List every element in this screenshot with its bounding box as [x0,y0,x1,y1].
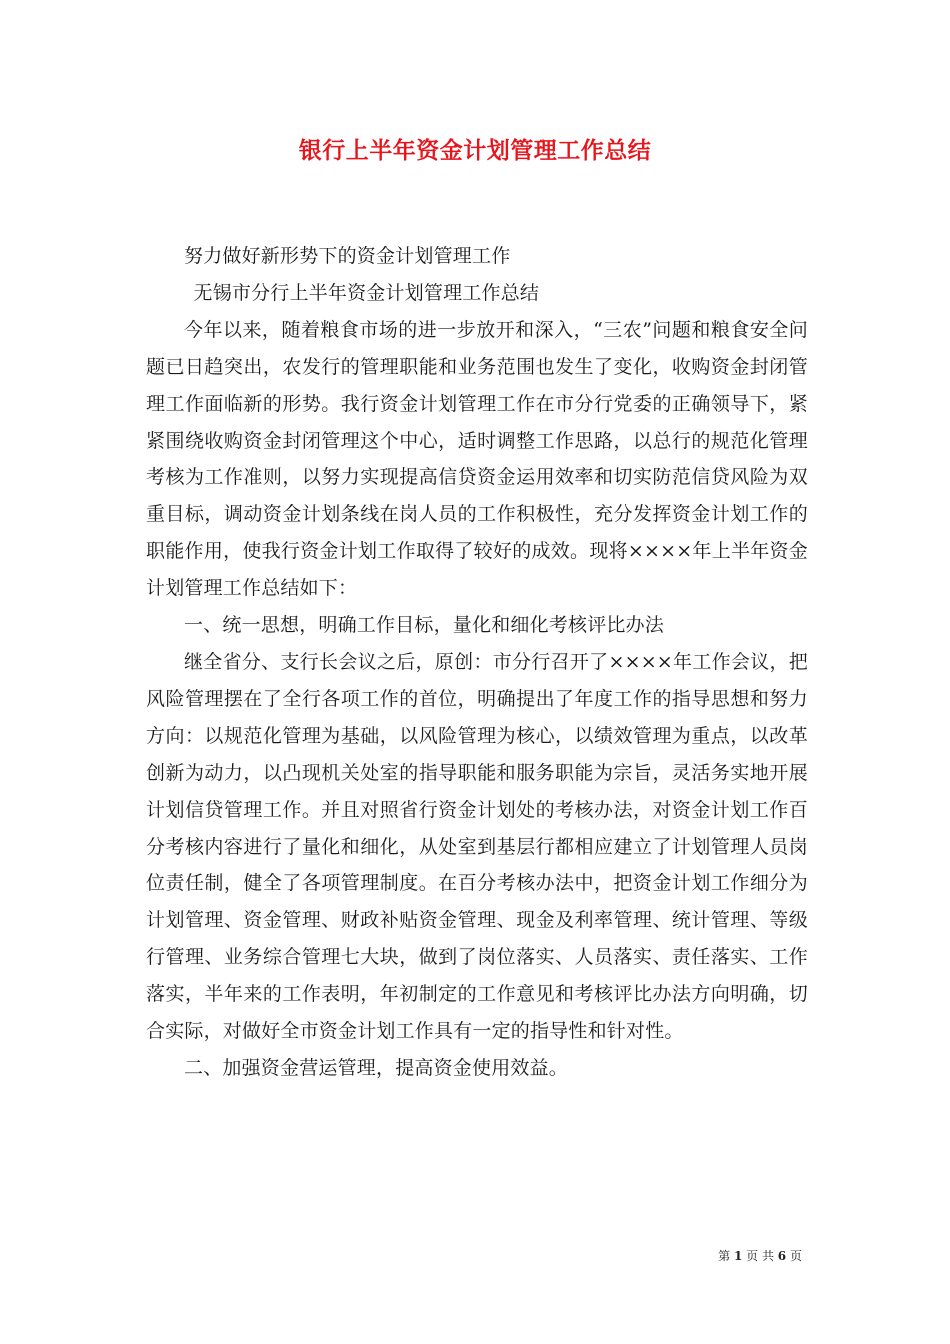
paragraph-intro: 今年以来，随着粮食市场的进一步放开和深入，“三农”问题和粮食安全问题已日趋突出，农发行的管理职能和业务范围也发生了变化，收购资金封闭管理工作面临新的形势。我行资金计划管理工作在市分行党委的正确领导下，紧紧围绕收购资金封闭管理这个中心，适时调整工作思路，以总行的规范化管理考核为工作准则，以努力实现提高信贷资金运用效率和切实防范信贷风险为双重目标，调动资金计划条线在岗人员的工作积极性，充分发挥资金计划工作的职能作用，使我行资金计划工作取得了较好的成效。现将××××年上半年资金计划管理工作总结如下： [146,318,808,600]
footer-total-pages: 6 [777,1249,787,1263]
page-footer [718,1247,802,1264]
paragraph-section-1-heading: 一、统一思想，明确工作目标，量化和细化考核评比办法 [184,614,665,637]
footer-page-number: 1 [733,1249,743,1263]
document-body [146,238,808,1087]
document-title: 银行上半年资金计划管理工作总结 [298,137,652,164]
paragraph-section-2-heading: 二、加强资金营运管理，提高资金使用效益。 [184,1056,569,1079]
footer-prefix: 第 [718,1249,731,1263]
paragraph-heading: 努力做好新形势下的资金计划管理工作 [184,245,511,267]
footer-middle: 页 共 [746,1249,774,1263]
paragraph-subheading: 无锡市分行上半年资金计划管理工作总结 [193,281,540,304]
footer-suffix: 页 [789,1249,802,1263]
paragraph-section-1-body: 继全省分、支行长会议之后，原创：市分行召开了××××年工作会议，把风险管理摆在了全行各项工作的首位，明确提出了年度工作的指导思想和努力方向：以规范化管理为基础，以风险管理为核心，以绩效管理为重点，以改革创新为动力，以凸现机关处室的指导职能和服务职能为宗旨，灵活务实地开展计划信贷管理工作。并且对照省行资金计划处的考核办法，对资金计划工作百分考核内容进行了量化和细化，从处室到基层行都相应建立了计划管理人员岗位责任制，健全了各项管理制度。在百分考核办法中，把资金计划工作细分为计划管理、资金管理、财政补贴资金管理、现金及利率管理、统计管理、等级行管理、业务综合管理七大块，做到了岗位落实、人员落实、责任落实、工作落实，半年来的工作表明，年初制定的工作意见和考核评比办法方向明确，切合实际，对做好全市资金计划工作具有一定的指导性和针对性。 [146,650,808,1043]
